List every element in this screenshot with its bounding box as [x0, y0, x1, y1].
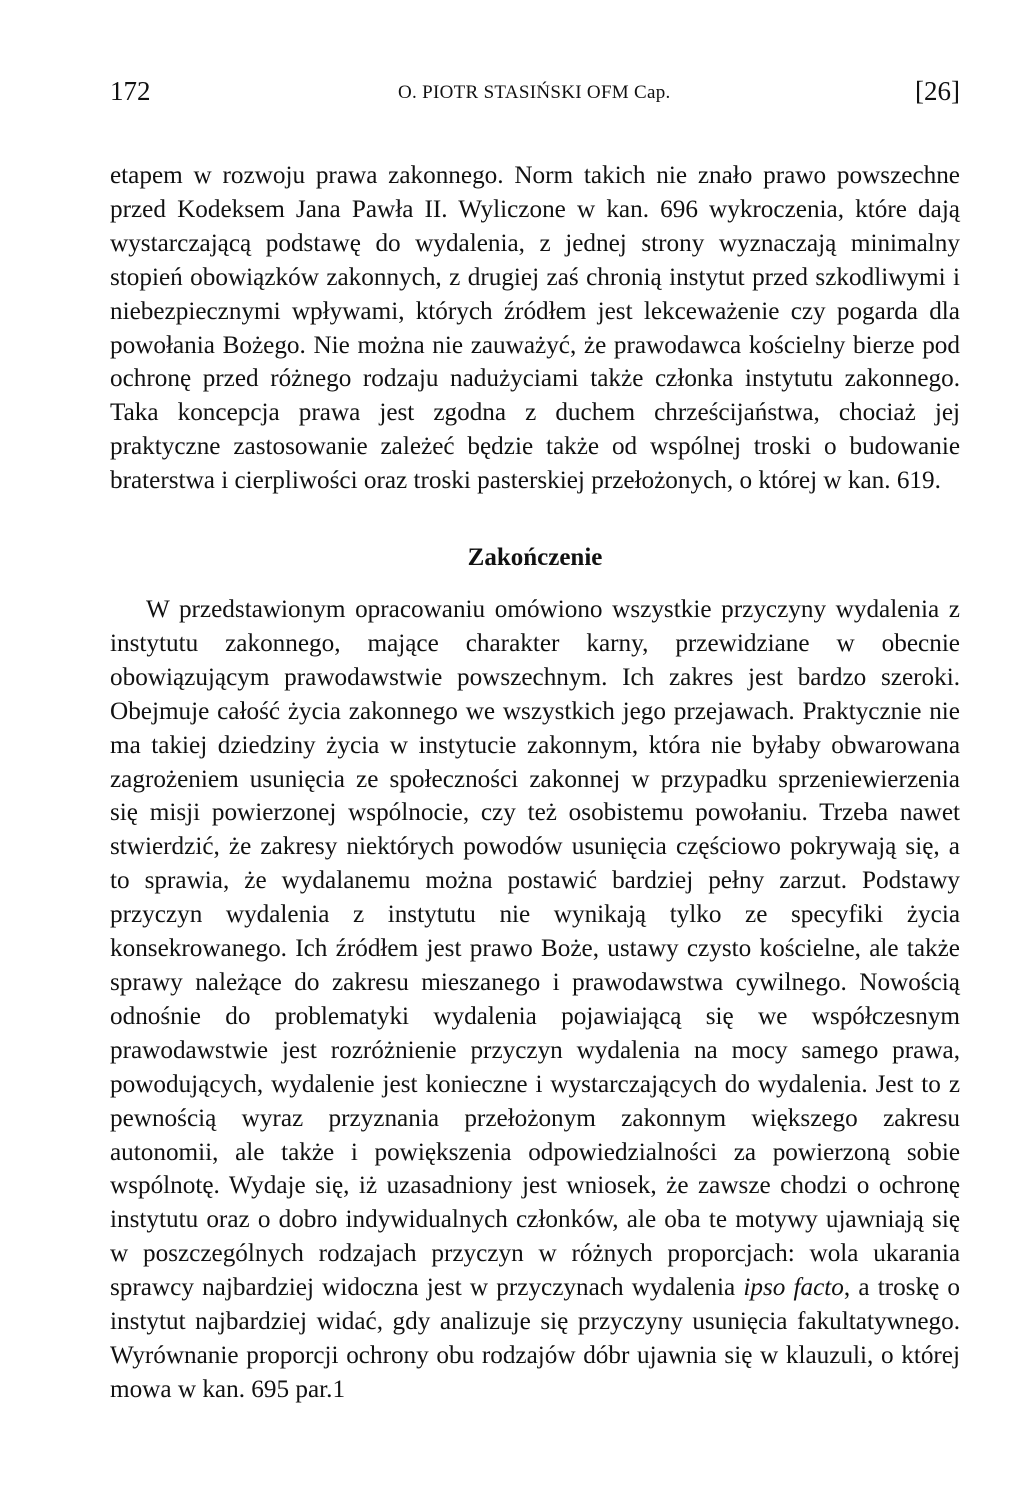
section-reference: [26] — [915, 76, 960, 106]
page-number: 172 — [110, 76, 151, 106]
body-paragraph-2 — [110, 593, 960, 1407]
body-paragraph-1: etapem w rozwoju prawa zakonnego. Norm takich nie znało prawo powszechne przed Kodeksem Jana Pawła II. Wyliczone w kan. 696 wykroczenia, które dają wystarczającą podstawę do wydalenia, z jednej strony wyznaczają minimalny stopień obowiązków zakonnych, z drugiej zaś chronią instytut przed szkodliwymi i niebezpiecznymi wpływami, których źródłem jest lekceważenie czy pogarda dla powołania Bożego. Nie można nie zauważyć, że prawodawca kościelny bierze pod ochronę przed różnego rodzaju nadużyciami także członka instytutu zakonnego. Taka koncepcja prawa jest zgodna z duchem chrześcijaństwa, chociaż jej praktyczne zastosowanie zależeć będzie także od wspólnej troski o budowanie braterstwa i cierpliwości oraz troski pasterskiej przełożonych, o której w kan. 619. — [110, 162, 960, 495]
paragraph-2-text-part-1: W przedstawionym opracowaniu omówiono wszystkie przyczyny wydalenia z instytutu zakonnego, mające charakter karny, przewidziane w obecnie obowiązującym prawodawstwie powszechnym. Ich zakres jest bardzo szeroki. Obejmuje całość życia zakonnego we wszystkich jego przejawach. Praktycznie nie ma takiej dziedziny życia w instytucie zakonnym, która nie byłaby obwarowana zagrożeniem usunięcia ze społeczności zakonnej w przypadku sprzeniewierzenia się misji powierzonej wspólnocie, czy też osobistemu powołaniu. Trzeba nawet stwierdzić, że zakresy niektórych powodów usunięcia częściowo pokrywają się, a to sprawia, że wydalanemu można postawić bardziej pełny zarzut. Podstawy przyczyn wydalenia z instytutu nie wynikają tylko ze specyfiki życia konsekrowanego. Ich źródłem jest prawo Boże, ustawy czysto kościelne, ale także sprawy należące do zakresu mieszanego i prawodawstwa cywilnego. Nowością odnośnie do problematyki wydalenia pojawiającą się we współczesnym prawodawstwie jest rozróżnienie przyczyn wydalenia na mocy samego prawa, powodujących, wydalenie jest konieczne i wystarczających do wydalenia. Jest to z pewnością wyraz przyznania przełożonym zakonnym większego zakresu autonomii, ale także i powiększenia odpowiedzialności za powierzoną sobie wspólnotę. Wydaje się, iż uzasadniony jest wniosek, że zawsze chodzi o ochronę instytutu oraz o dobro indywidualnych członków, ale oba te motywy ujawniają się w poszczególnych rodzajach przyczyn w różnych proporcjach: wola ukarania sprawcy najbardziej widoczna jest w przyczynach wydalenia — [110, 596, 960, 1302]
paragraph-2-text-part-2: , a troskę o instytut najbardziej widać, gdy analizuje się przyczyny usunięcia fakultatywnego. Wyrównanie proporcji ochrony obu rodzajów dóbr ujawnia się w klauzuli, o której mowa w kan. 695 par.1 — [110, 1274, 960, 1403]
running-head: O. PIOTR STASIŃSKI OFM Cap. — [398, 82, 671, 103]
section-heading: Zakończenie — [467, 544, 603, 571]
page-header — [110, 76, 960, 116]
italic-latin-term: ipso facto — [743, 1274, 844, 1302]
